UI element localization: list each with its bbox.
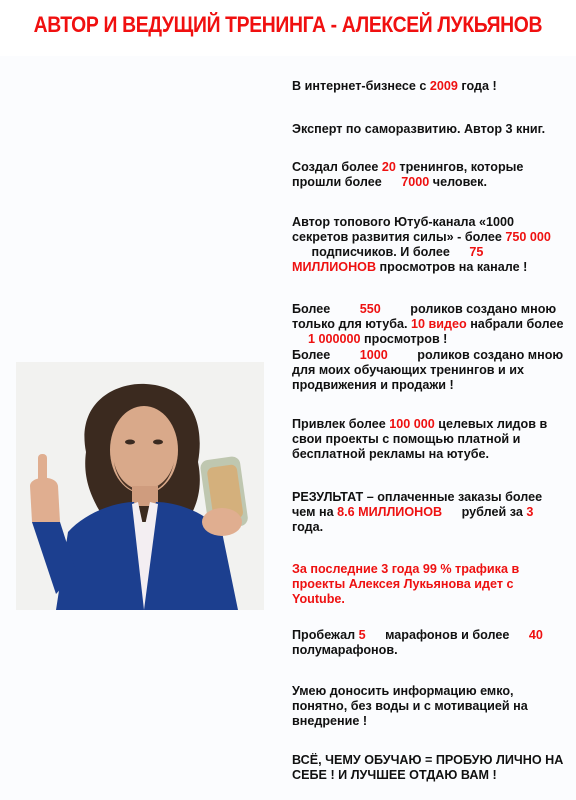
fact-leads: Привлек более 100 000 целевых лидов в свои проекты с помощью платной и бесплатной рекламы на ютубе. (292, 417, 548, 461)
fact-marathons: Пробежал 5 марафонов и более 40 полумарафонов. (292, 628, 543, 657)
fact-result: РЕЗУЛЬТАТ – оплаченные заказы более чем на 8.6 МИЛЛИОНОВ рублей за 3 года. (292, 490, 543, 534)
fact-traffic: За последние 3 года 99 % трафика в проекты Алексея Лукьянова идет с Youtube. (292, 562, 520, 606)
fact-communication: Умею доносить информацию емко, понятно, без воды и с мотивацией на внедрение ! (292, 684, 528, 728)
fact-internet-business: В интернет-бизнесе с 2009 года ! (292, 79, 497, 93)
content-area (0, 56, 576, 800)
fact-expert: Эксперт по саморазвитию. Автор 3 книг. (292, 122, 546, 136)
page-header (0, 0, 576, 50)
portrait-photo-icon (16, 362, 264, 610)
fact-training-videos: Более 1000 роликов создано мною для моих обучающих тренингов и их продвижения и продажи ! (292, 348, 564, 392)
fact-youtube-videos: Более 550 роликов создано мною только для ютуба. 10 видео набрали более 1 000000 просмотров ! (292, 302, 564, 346)
fact-youtube-channel: Автор топового Ютуб-канала «1000 секретов развития силы» - более 750 000 подписчиков. И более 75 МИЛЛИОНОВ просмотров на канале ! (292, 215, 551, 274)
page-title: АВТОР И ВЕДУЩИЙ ТРЕНИНГА - АЛЕКСЕЙ ЛУКЬЯНОВ (33, 12, 543, 37)
fact-trainings: Создал более 20 тренингов, которые прошли более 7000 человек. (292, 160, 524, 189)
fact-motto: ВСЁ, ЧЕМУ ОБУЧАЮ = ПРОБУЮ ЛИЧНО НА СЕБЕ ! И ЛУЧШЕЕ ОТДАЮ ВАМ ! (292, 753, 564, 782)
portrait-photo (16, 362, 264, 610)
